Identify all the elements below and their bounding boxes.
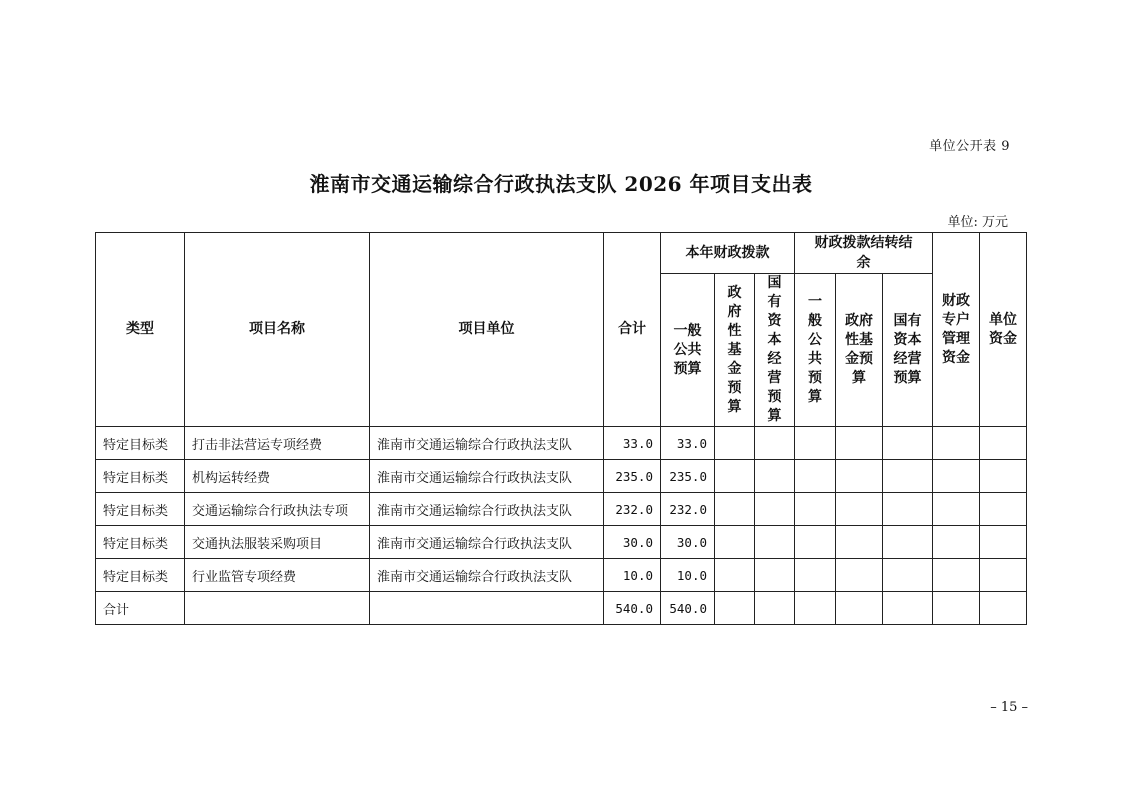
cell-empty [795,592,836,625]
cell-general-budget: 235.0 [661,460,715,493]
cell-type: 特定目标类 [96,460,185,493]
cell-empty [715,592,755,625]
header-state-capital-budget [755,274,795,427]
header-project-name: 项目名称 [185,233,370,427]
page-title: 淮南市交通运输综合行政执法支队 2026 年项目支出表 [309,172,813,196]
page-number: – 15 – [990,700,1028,715]
cell-empty [980,460,1027,493]
cell-total: 30.0 [604,526,661,559]
cell-type: 特定目标类 [96,493,185,526]
header-state-capital-co-label: 国有资本经营预算 [893,313,922,386]
cell-empty [933,427,980,460]
cell-total: 232.0 [604,493,661,526]
cell-grand-general-budget: 540.0 [661,592,715,625]
cell-empty [883,592,933,625]
cell-project-name: 机构运转经费 [185,460,370,493]
cell-empty [933,526,980,559]
header-general-public-budget-carryover [795,274,836,427]
cell-total: 33.0 [604,427,661,460]
cell-empty [980,526,1027,559]
header-special-account-funds [933,233,980,427]
cell-total-label: 合计 [96,592,185,625]
table-row [96,493,1027,526]
cell-type: 特定目标类 [96,427,185,460]
cell-empty [715,427,755,460]
header-gov-fund-budget [715,274,755,427]
cell-empty [836,592,883,625]
header-project-unit: 项目单位 [370,233,604,427]
cell-empty [795,559,836,592]
header-total: 合计 [604,233,661,427]
table-row [96,559,1027,592]
header-current-year-appropriation: 本年财政拨款 [661,233,795,274]
table-row [96,460,1027,493]
cell-empty [185,592,370,625]
cell-project-unit: 淮南市交通运输综合行政执法支队 [370,460,604,493]
cell-general-budget: 10.0 [661,559,715,592]
cell-empty [980,559,1027,592]
cell-empty [795,493,836,526]
cell-project-name: 打击非法营运专项经费 [185,427,370,460]
cell-empty [755,592,795,625]
cell-general-budget: 30.0 [661,526,715,559]
header-row-1 [96,233,1027,274]
cell-project-unit: 淮南市交通运输综合行政执法支队 [370,559,604,592]
cell-type: 特定目标类 [96,526,185,559]
cell-project-unit: 淮南市交通运输综合行政执法支队 [370,427,604,460]
cell-empty [883,526,933,559]
cell-empty [795,427,836,460]
cell-general-budget: 33.0 [661,427,715,460]
cell-empty [370,592,604,625]
cell-empty [933,493,980,526]
cell-empty [883,427,933,460]
cell-empty [883,493,933,526]
unit-label: 单位: 万元 [947,215,1008,230]
header-carryover-label: 财政拨款结转结余 [814,235,913,271]
total-row [96,592,1027,625]
header-general-label: 一般公共预算 [673,322,702,377]
cell-type: 特定目标类 [96,559,185,592]
cell-empty [836,427,883,460]
header-type: 类型 [96,233,185,427]
cell-empty [883,460,933,493]
cell-empty [715,460,755,493]
cell-empty [933,559,980,592]
cell-empty [755,559,795,592]
table-row [96,526,1027,559]
header-gov-fund-budget-carryover [836,274,883,427]
cell-empty [755,526,795,559]
header-general-co-label: 一般公共预算 [808,294,823,405]
cell-empty [836,460,883,493]
header-unit-funds [980,233,1027,427]
cell-empty [715,493,755,526]
cell-project-unit: 淮南市交通运输综合行政执法支队 [370,493,604,526]
cell-project-name: 行业监管专项经费 [185,559,370,592]
cell-empty [980,427,1027,460]
project-expenditure-table [95,232,1027,625]
cell-empty [795,460,836,493]
cell-project-unit: 淮南市交通运输综合行政执法支队 [370,526,604,559]
header-gov-fund-label: 政府性基金预算 [727,284,742,415]
header-general-public-budget [661,274,715,427]
cell-empty [755,493,795,526]
cell-empty [836,526,883,559]
cell-empty [883,559,933,592]
header-unit-funds-label: 单位资金 [989,311,1018,347]
cell-empty [755,460,795,493]
cell-total: 235.0 [604,460,661,493]
cell-empty [933,592,980,625]
cell-project-name: 交通运输综合行政执法专项 [185,493,370,526]
cell-empty [795,526,836,559]
table-row [96,427,1027,460]
header-state-capital-label: 国有资本经营预算 [767,275,782,424]
header-carryover-appropriation [795,233,933,274]
cell-empty [933,460,980,493]
header-state-capital-budget-carryover [883,274,933,427]
cell-empty [755,427,795,460]
cell-general-budget: 232.0 [661,493,715,526]
header-special-account-label: 财政专户管理资金 [942,292,971,366]
cell-total: 10.0 [604,559,661,592]
cell-empty [715,526,755,559]
cell-project-name: 交通执法服装采购项目 [185,526,370,559]
cell-empty [836,493,883,526]
table-number-label: 单位公开表 9 [929,139,1010,154]
cell-empty [836,559,883,592]
cell-grand-total: 540.0 [604,592,661,625]
cell-empty [980,592,1027,625]
header-gov-fund-co-label: 政府性基金预算 [845,313,874,386]
cell-empty [715,559,755,592]
cell-empty [980,493,1027,526]
